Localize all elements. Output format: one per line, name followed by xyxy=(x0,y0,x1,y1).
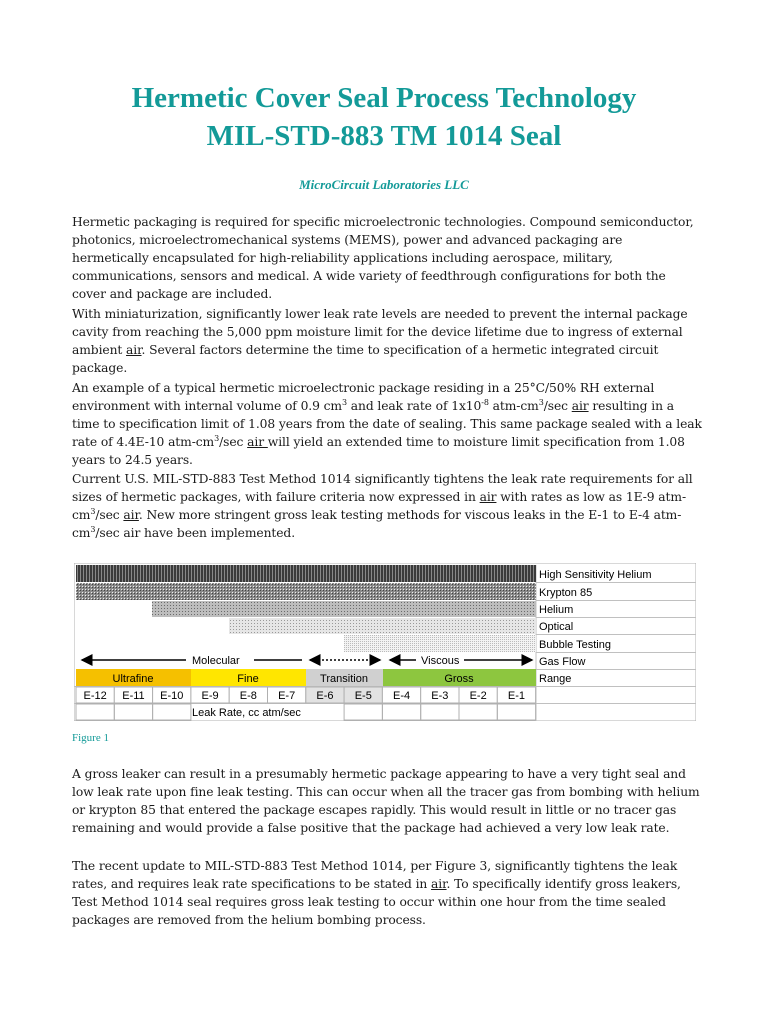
method-label: Optical xyxy=(539,621,574,633)
band-optical xyxy=(229,618,536,634)
exponent-label: E-11 xyxy=(122,690,145,702)
text-run: and leak rate of 1x10 xyxy=(346,399,482,413)
text-run: will yield an extended time to moisture limit specification from 1.08 years to 24.5 years. xyxy=(72,435,685,467)
document-subtitle: MIL-STD-883 TM 1014 Seal xyxy=(206,120,562,152)
exponent-label: E-2 xyxy=(469,690,487,702)
exponent-label: E-5 xyxy=(354,690,372,702)
superscript: 3 xyxy=(214,433,220,443)
viscous-label: Viscous xyxy=(421,655,460,667)
paragraph-test-method xyxy=(72,470,702,542)
text-run: /sec xyxy=(543,399,572,413)
exponent-label: E-12 xyxy=(83,690,107,702)
exponent-label: E-10 xyxy=(160,690,184,702)
underlined-air: air xyxy=(126,343,142,357)
paragraph-update xyxy=(72,857,702,929)
text-run: An example of a typical hermetic microelectronic package residing in a 25°C/50% RH external environment with internal volume of 0.9 cm xyxy=(72,381,655,413)
exponent-label: E-3 xyxy=(431,690,449,702)
region-label: Ultrafine xyxy=(112,673,154,685)
method-label: High Sensitivity Helium xyxy=(539,569,652,581)
region-label: Fine xyxy=(237,673,259,685)
paragraph-intro: Hermetic packaging is required for specific microelectronic technologies. Compound semiconductor, photonics, microelectromechanical systems (MEMS), power and advanced packaging are hermetically encapsulated for high-reliability applications including aerospace, military, communications, sensors and medical. A wide variety of feedthrough configurations for both the cover and package are included. xyxy=(72,215,694,301)
superscript: 3 xyxy=(341,397,347,407)
superscript: -8 xyxy=(481,397,489,407)
figure-caption: Figure 1 xyxy=(72,732,109,744)
underlined-air: air xyxy=(431,877,447,891)
text-run: With miniaturization, significantly lower leak rate levels are needed to prevent the internal package cavity from reaching the 5,000 ppm moisture limit for the device lifetime due to ingress of external ambient xyxy=(72,307,688,357)
text-run: atm-cm xyxy=(488,399,539,413)
superscript: 3 xyxy=(538,397,544,407)
paragraph-gross-leaker: A gross leaker can result in a presumably hermetic package appearing to have a very tight seal and low leak rate upon fine leak testing. This can occur when all the tracer gas from bombing with helium or krypton 85 that entered the package escapes rapidly. This would result in little or no tracer gas remaining and would provide a false positive that the package had achieved a very low leak rate. xyxy=(72,767,700,835)
leak-rate-figure xyxy=(74,563,696,721)
method-label: Bubble Testing xyxy=(539,639,611,651)
gas-flow-label: Gas Flow xyxy=(539,656,586,668)
exponent-label: E-9 xyxy=(201,690,219,702)
band-krypton-85 xyxy=(76,583,536,600)
document-title: Hermetic Cover Seal Process Technology xyxy=(131,82,637,114)
region-label: Gross xyxy=(444,673,474,685)
exponent-label: E-6 xyxy=(316,690,334,702)
paragraph-miniaturization xyxy=(72,305,702,377)
organization-name: MicroCircuit Laboratories LLC xyxy=(299,177,469,192)
superscript: 3 xyxy=(90,506,96,516)
underlined-air: air xyxy=(123,508,139,522)
text-run: . Several factors determine the time to specification of a hermetic integrated circuit package. xyxy=(72,343,659,375)
molecular-label: Molecular xyxy=(192,655,240,667)
text-run: . To specifically identify gross leakers, Test Method 1014 seal requires gross leak testing to occur within one hour from the time sealed packages are removed from the helium bombing process. xyxy=(72,877,681,927)
region-label: Transition xyxy=(320,673,368,685)
range-label: Range xyxy=(539,673,572,685)
axis-label: Leak Rate, cc atm/sec xyxy=(192,707,301,719)
band-high-sensitivity-helium xyxy=(76,565,536,582)
underlined-air: air xyxy=(479,490,497,504)
text-run: Current U.S. MIL-STD-883 Test Method 1014 significantly tightens the leak rate requirements for all sizes of hermetic packages, with failure criteria now expressed in xyxy=(72,472,693,504)
text-run: /sec xyxy=(95,508,124,522)
exponent-label: E-1 xyxy=(507,690,526,702)
underlined-air: air xyxy=(571,399,589,413)
text-run: /sec air have been implemented. xyxy=(95,526,296,540)
exponent-label: E-8 xyxy=(239,690,257,702)
text-run: The recent update to MIL-STD-883 Test Method 1014, per Figure 3, significantly tightens the leak rates, and requires leak rate specifications to be stated in xyxy=(72,859,678,891)
text-run: resulting in a time to specification limit of 1.08 years from the date of sealing. This same package sealed with a leak rate of 4.4E-10 atm-cm xyxy=(72,399,702,449)
band-helium xyxy=(152,601,536,617)
underlined-air: air xyxy=(247,435,268,449)
text-run: . New more stringent gross leak testing methods for viscous leaks in the E-1 to E-4 atm-cm xyxy=(72,508,682,540)
text-run: /sec xyxy=(219,435,248,449)
text-run: with rates as low as 1E-9 atm-cm xyxy=(72,490,686,522)
band-bubble xyxy=(344,635,536,652)
superscript: 3 xyxy=(90,524,96,534)
paragraph-example xyxy=(72,379,702,469)
method-label: Krypton 85 xyxy=(539,587,593,599)
exponent-label: E-4 xyxy=(392,690,411,702)
exponent-label: E-7 xyxy=(278,690,296,702)
method-label: Helium xyxy=(539,604,574,616)
